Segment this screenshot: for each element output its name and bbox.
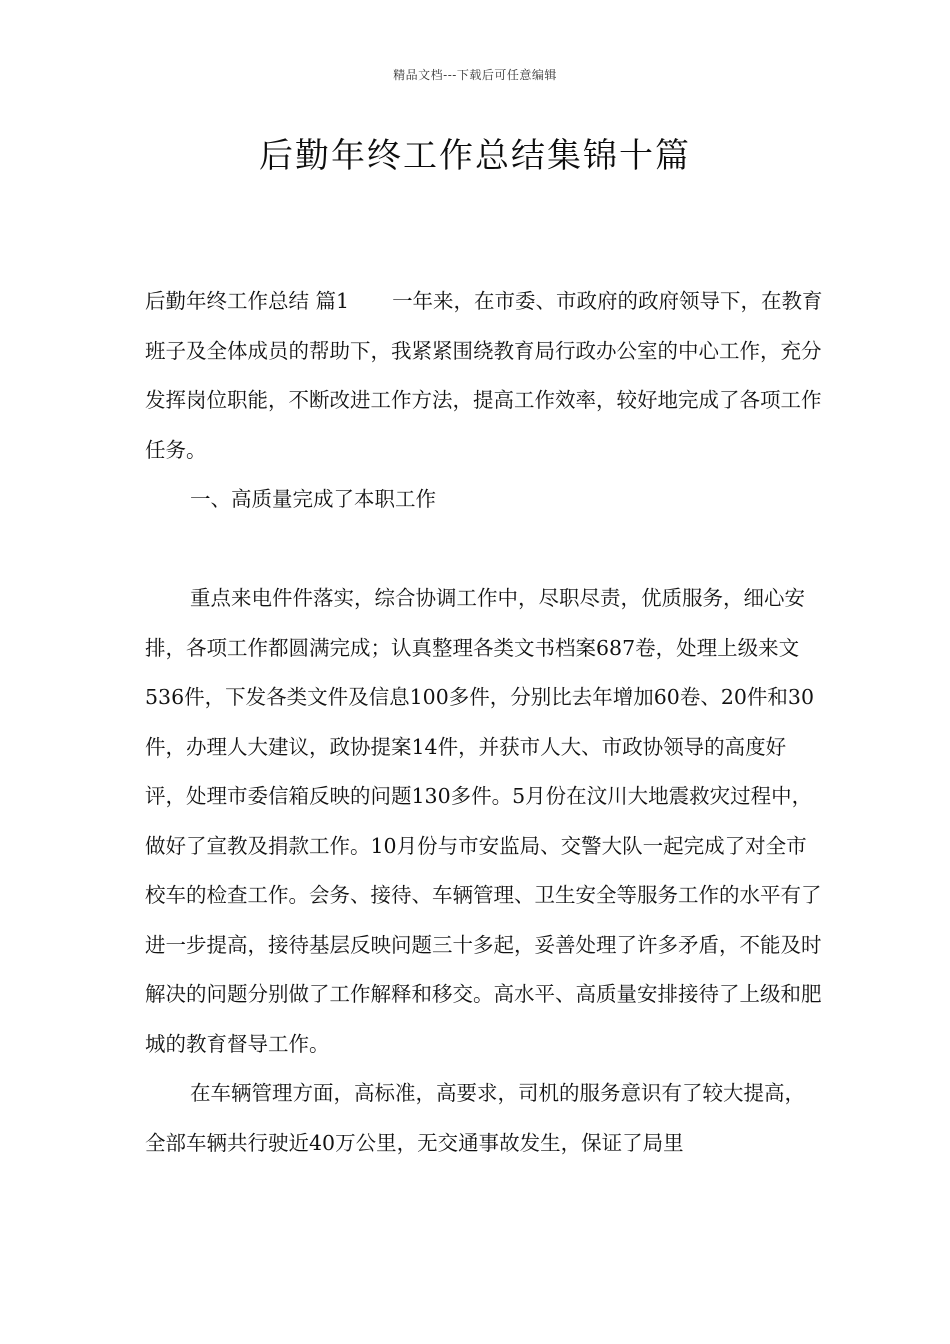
document-body (145, 277, 825, 1168)
section-heading: 一、高质量完成了本职工作 (190, 487, 436, 511)
section-label: 后勤年终工作总结 篇1 (145, 289, 350, 313)
body-paragraph-2: 在车辆管理方面，高标准，高要求，司机的服务意识有了较大提高，全部车辆共行驶近40万公里，无交通事故发生，保证了局里 (145, 1081, 805, 1155)
document-title: 后勤年终工作总结集锦十篇 (259, 136, 691, 176)
first-paragraph (145, 277, 825, 475)
header-note: 精品文档---下载后可任意编辑 (393, 68, 557, 82)
first-paragraph-text: 一年来，在市委、市政府的政府领导下，在教育班子及全体成员的帮助下，我紧紧围绕教育局行政办公室的中心工作，充分发挥岗位职能，不断改进工作方法，提高工作效率，较好地完成了各项工作任务。 (145, 289, 823, 462)
body-paragraph-1: 重点来电件件落实，综合协调工作中，尽职尽责，优质服务，细心安排，各项工作都圆满完成；认真整理各类文书档案687卷，处理上级来文536件，下发各类文件及信息100多件，分别比去年增加60卷、20件和30件，办理人大建议，政协提案14件，并获市人大、市政协领导的高度好评，处理市委信箱反映的问题130多件。5月份在汶川大地震救灾过程中，做好了宣教及捐款工作。10月份与市安监局、交警大队一起完成了对全市校车的检查工作。会务、接待、车辆管理、卫生安全等服务工作的水平有了进一步提高，接待基层反映问题三十多起，妥善处理了许多矛盾，不能及时解决的问题分别做了工作解释和移交。高水平、高质量安排接待了上级和肥城的教育督导工作。 (145, 586, 822, 1056)
